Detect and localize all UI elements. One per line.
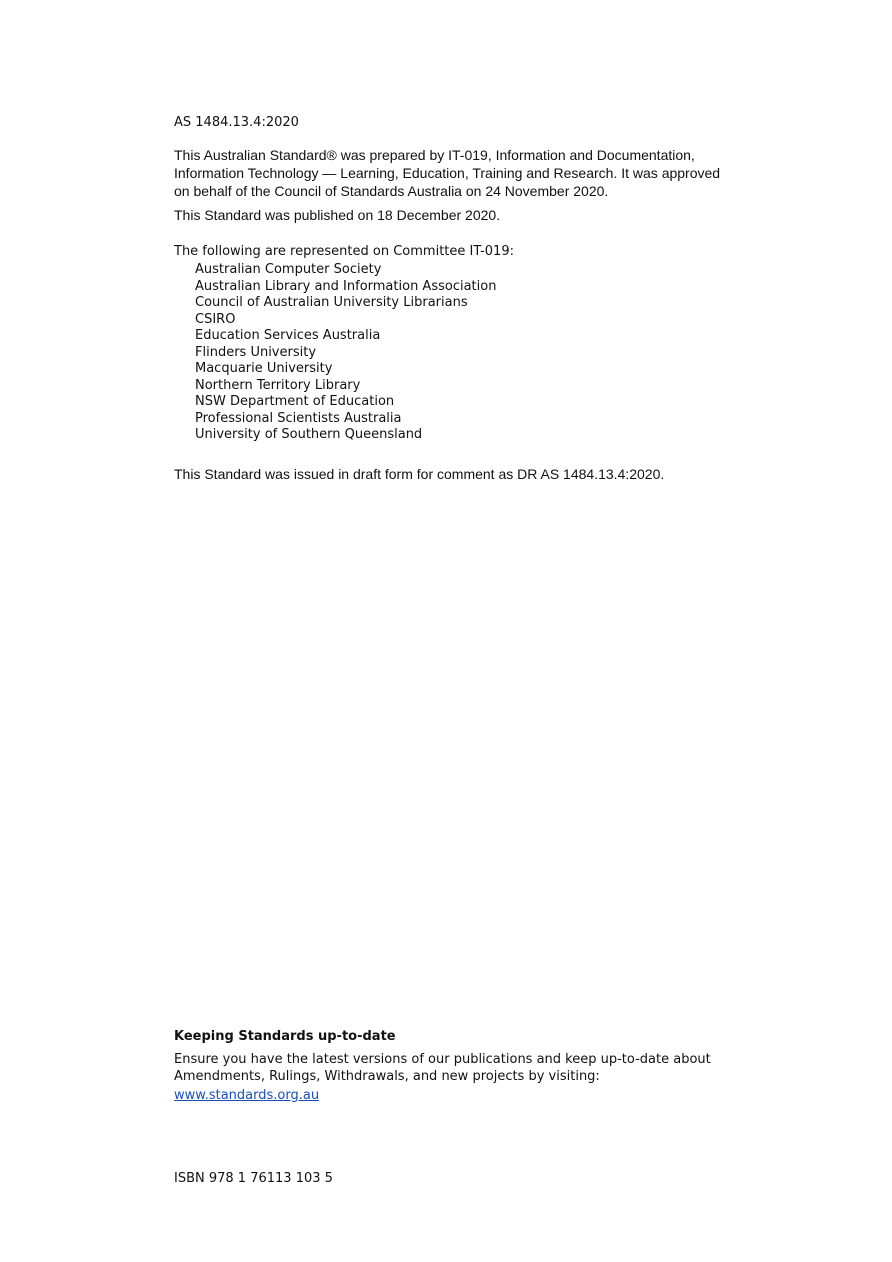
committee-member: Northern Territory Library bbox=[195, 377, 361, 393]
committee-member: Macquarie University bbox=[195, 361, 333, 376]
draft-statement: This Standard was issued in draft form for comment as DR AS 1484.13.4:2020. bbox=[174, 466, 665, 482]
committee-member: NSW Department of Education bbox=[195, 394, 395, 409]
standard-designation: AS 1484.13.4:2020 bbox=[174, 115, 299, 130]
committee-member: Australian Library and Information Association bbox=[195, 278, 497, 294]
committee-member: Professional Scientists Australia bbox=[195, 410, 402, 426]
committee-member: CSIRO bbox=[195, 311, 236, 327]
committee-member: Flinders University bbox=[195, 344, 317, 360]
keeping-up-to-date-heading: Keeping Standards up-to-date bbox=[174, 1029, 396, 1044]
committee-member: Australian Computer Society bbox=[195, 262, 382, 277]
committee-intro: The following are represented on Committee IT-019: bbox=[174, 244, 514, 259]
committee-member: Education Services Australia bbox=[195, 328, 381, 343]
committee-member: University of Southern Queensland bbox=[195, 427, 423, 442]
preparation-statement: This Australian Standard® was prepared by IT-019, Information and Documentation, Information Technology — Learning, Education, Training and Research. It was approved on behalf of the Council of Standards Australia on 24 November 2020. bbox=[174, 147, 721, 199]
committee-member-list bbox=[195, 262, 496, 444]
standards-website-link[interactable]: www.standards.org.au bbox=[174, 1088, 320, 1103]
keeping-up-to-date-text: Ensure you have the latest versions of our publications and keep up-to-date about Amendments, Rulings, Withdrawals, and new projects by visiting: bbox=[174, 1052, 711, 1084]
isbn: ISBN 978 1 76113 103 5 bbox=[174, 1171, 333, 1186]
committee-member: Council of Australian University Librarians bbox=[195, 295, 468, 310]
publication-statement: This Standard was published on 18 December 2020. bbox=[174, 207, 501, 223]
